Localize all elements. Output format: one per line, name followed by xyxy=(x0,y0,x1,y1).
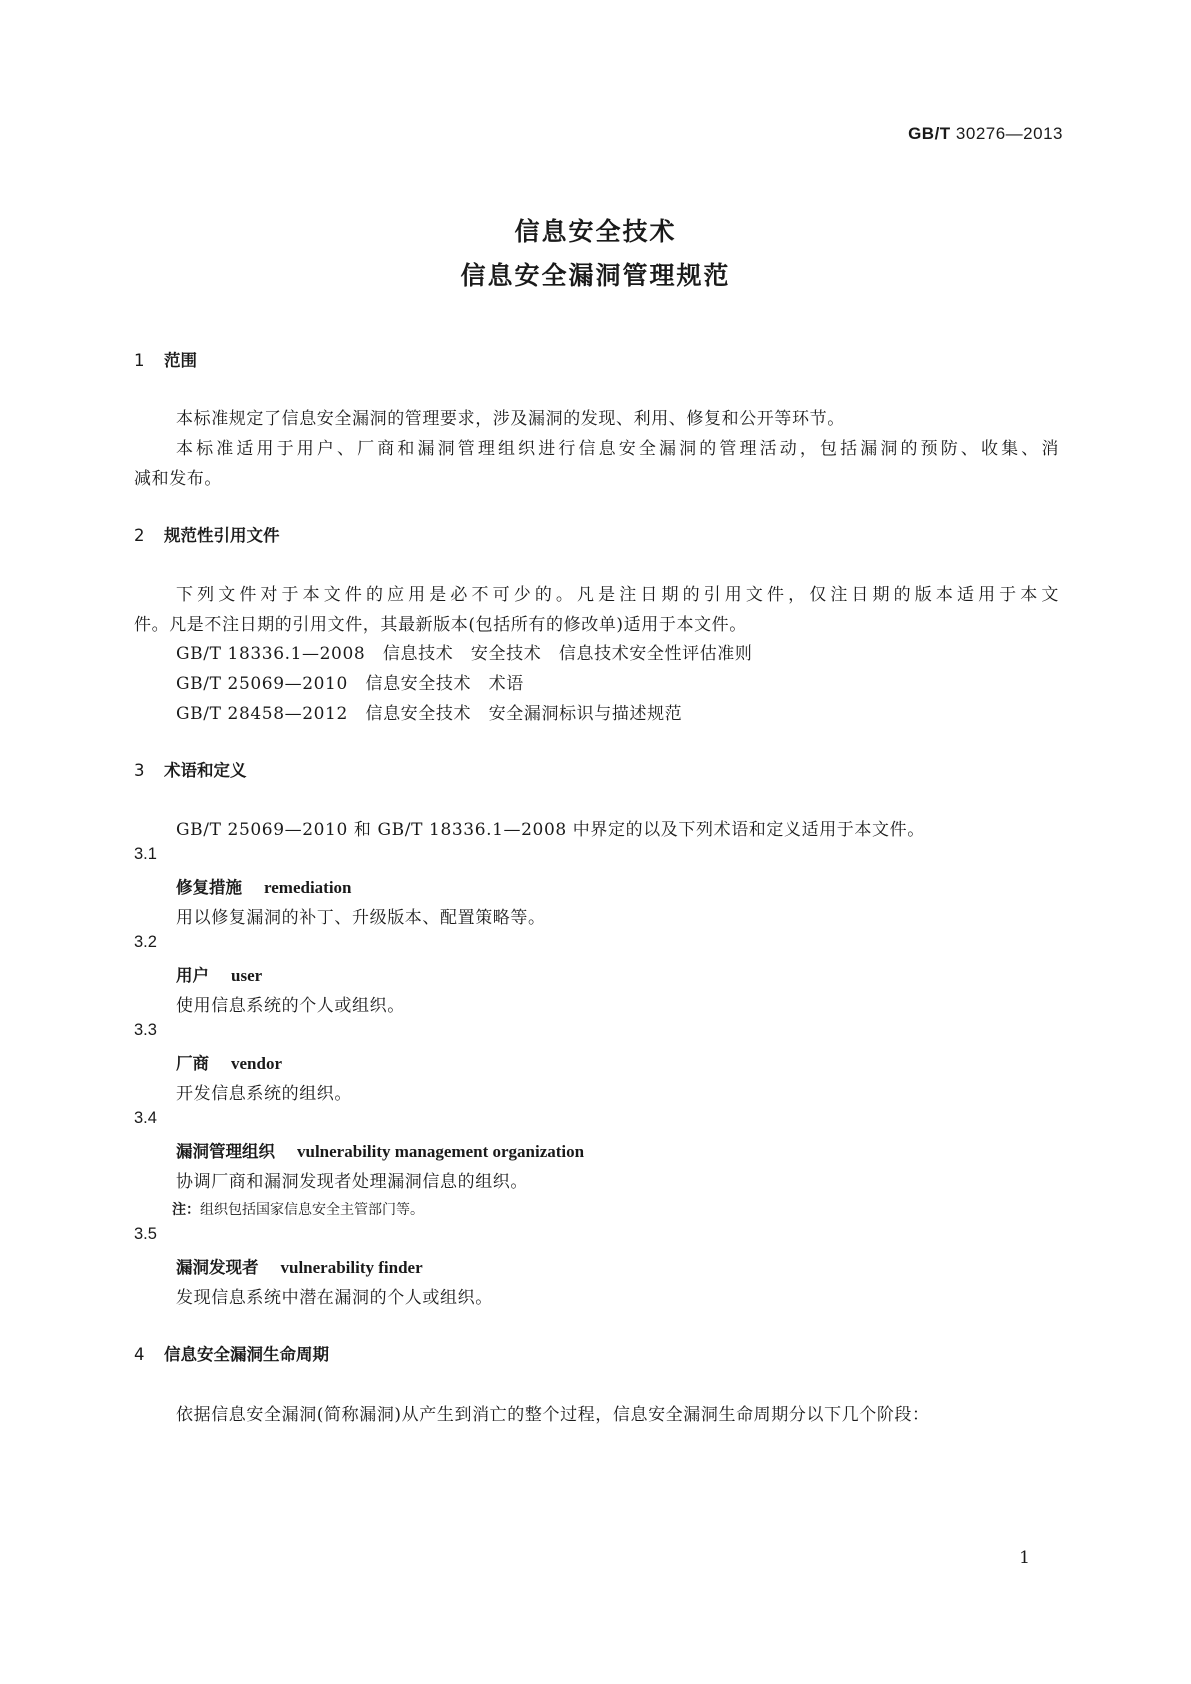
term-en: vendor xyxy=(231,1054,282,1073)
term-number: 3.2 xyxy=(134,933,157,951)
s2-paragraph-1a: 下列文件对于本文件的应用是必不可少的。凡是注日期的引用文件，仅注日期的版本适用于本文 xyxy=(176,585,1059,605)
s1-paragraph-2a: 本标准适用于用户、厂商和漏洞管理组织进行信息安全漏洞的管理活动，包括漏洞的预防、收集、消 xyxy=(176,439,1059,459)
section-number: 1 xyxy=(134,351,145,370)
s1-paragraph-2b: 减和发布。 xyxy=(134,469,222,489)
term-heading xyxy=(176,874,352,898)
term-note xyxy=(172,1199,424,1219)
section-number: 2 xyxy=(134,526,145,545)
term-number: 3.4 xyxy=(134,1109,157,1127)
term-number: 3.1 xyxy=(134,845,157,863)
section-3-heading xyxy=(134,757,247,781)
term-zh: 厂商 xyxy=(176,1054,209,1073)
page-number: 1 xyxy=(1019,1548,1030,1568)
section-title: 范围 xyxy=(164,351,197,370)
term-number: 3.5 xyxy=(134,1225,157,1243)
doc-title-line1: 信息安全技术 xyxy=(514,217,677,246)
standard-number xyxy=(908,124,1063,144)
reference-item: GB/T 18336.1—2008 信息技术 安全技术 信息技术安全性评估准则 xyxy=(176,644,753,664)
s3-intro: GB/T 25069—2010 和 GB/T 18336.1—2008 中界定的以及下列术语和定义适用于本文件。 xyxy=(176,820,925,840)
term-zh: 漏洞发现者 xyxy=(176,1258,259,1277)
standard-year: 30276—2013 xyxy=(955,124,1063,143)
term-definition: 发现信息系统中潜在漏洞的个人或组织。 xyxy=(176,1288,493,1308)
section-2-heading xyxy=(134,522,280,546)
section-number: 3 xyxy=(134,761,145,780)
term-en: remediation xyxy=(264,878,352,897)
reference-item: GB/T 25069—2010 信息安全技术 术语 xyxy=(176,674,524,694)
term-zh: 用户 xyxy=(176,966,209,985)
s4-paragraph-1: 依据信息安全漏洞(简称漏洞)从产生到消亡的整个过程，信息安全漏洞生命周期分以下几个阶段： xyxy=(176,1405,930,1425)
section-number: 4 xyxy=(134,1345,145,1364)
s2-paragraph-1b: 件。凡是不注日期的引用文件，其最新版本(包括所有的修改单)适用于本文件。 xyxy=(134,615,747,635)
term-definition: 开发信息系统的组织。 xyxy=(176,1084,352,1104)
term-zh: 漏洞管理组织 xyxy=(176,1142,275,1161)
doc-title-line2: 信息安全漏洞管理规范 xyxy=(460,261,731,290)
note-text: 组织包括国家信息安全主管部门等。 xyxy=(200,1202,424,1218)
s1-paragraph-1: 本标准规定了信息安全漏洞的管理要求，涉及漏洞的发现、利用、修复和公开等环节。 xyxy=(176,409,845,429)
term-heading xyxy=(176,1138,584,1162)
term-en: vulnerability management organization xyxy=(297,1142,585,1161)
reference-item: GB/T 28458—2012 信息安全技术 安全漏洞标识与描述规范 xyxy=(176,704,683,724)
term-heading xyxy=(176,1254,423,1278)
term-zh: 修复措施 xyxy=(176,878,242,897)
term-en: vulnerability finder xyxy=(280,1258,423,1277)
section-title: 信息安全漏洞生命周期 xyxy=(164,1345,329,1364)
section-4-heading xyxy=(134,1341,329,1365)
term-definition: 协调厂商和漏洞发现者处理漏洞信息的组织。 xyxy=(176,1172,528,1192)
term-en: user xyxy=(231,966,263,985)
section-1-heading xyxy=(134,347,197,371)
note-label: 注： xyxy=(172,1202,200,1218)
standard-code: GB/T xyxy=(908,124,951,143)
term-heading xyxy=(176,962,262,986)
term-heading xyxy=(176,1050,282,1074)
section-title: 术语和定义 xyxy=(164,761,247,780)
term-number: 3.3 xyxy=(134,1021,157,1039)
section-title: 规范性引用文件 xyxy=(164,526,280,545)
term-definition: 用以修复漏洞的补丁、升级版本、配置策略等。 xyxy=(176,908,546,928)
term-definition: 使用信息系统的个人或组织。 xyxy=(176,996,405,1016)
